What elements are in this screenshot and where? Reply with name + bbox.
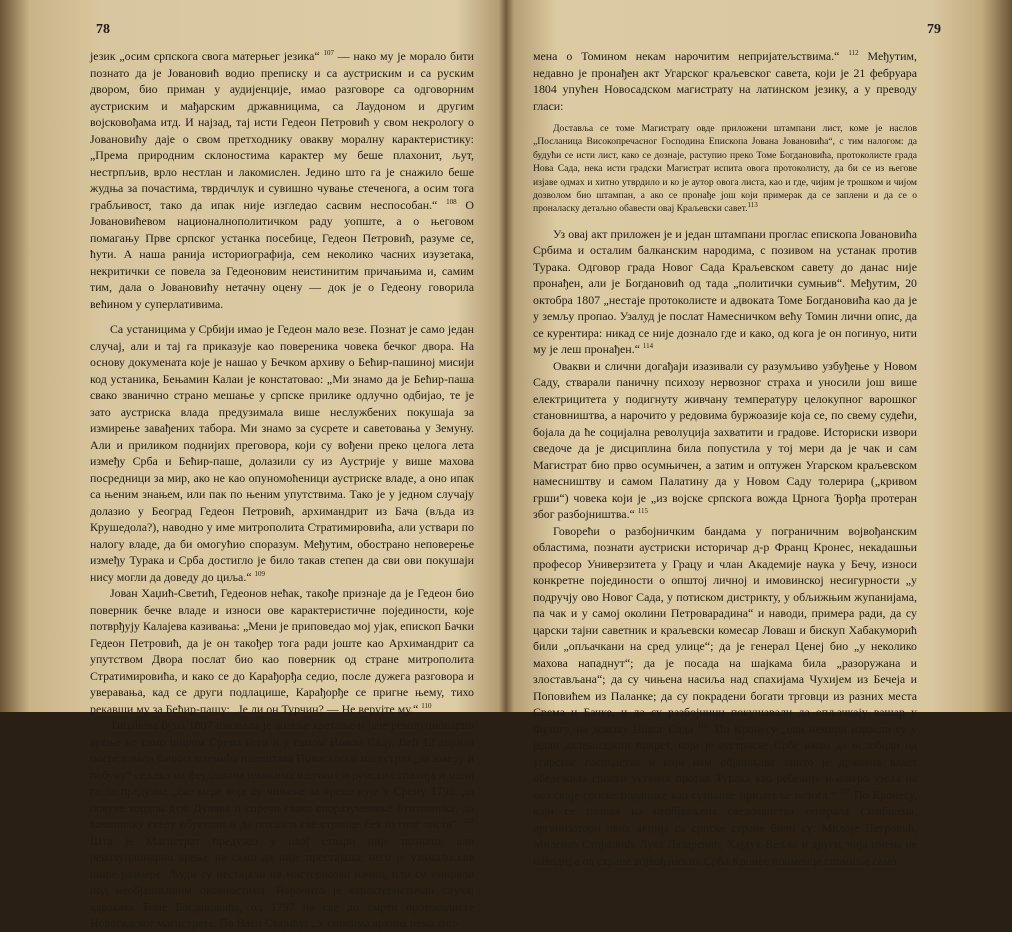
paragraph: [90, 585, 474, 717]
paragraph: [90, 48, 474, 312]
text-run: — нако му је морало бити познато да је Јовановић водио преписку и са аустриским и са руским двором, био приман у аудијенције, имао разговоре са одговорним аустриским и мађарским државницима, са Лаудоном и другим војсковођама итд. И најзад, тај исти Гедеон Петровић у свом некрологу о Јовановићу даје о свом претходнику овакву моралну карактеристику: „Према природним склоностима карактер му беше плахонит, љут, нестрпљив, врло нестлан и лакомислен. Једино што га је снажило беше жудња за почастима, тврдичлук и сувишно чување стеченога, а осим тога грабљивост, тако да ипак није изгледао сасвим неспособан.“: [90, 49, 474, 212]
text-run: језик „осим српскога свога матерњег језика“: [90, 49, 324, 63]
paragraph: [533, 358, 917, 523]
text-run: Тицанова буна 1807 изазвала је живље кретање и јаче револуционарно врење не само широм Срема него и у самом Новом Саду. Већ 12 априла посредовали бачких племића извештава Новосадски магистрат „за заверу и побуну“ сељака на феудалним имањима илочких и румских спахија и моли га да предузме „све мере које су чињене за време кује у Срему 1795: да повуче кордон дуж Дунава и спречи свако споразумевање бунтовника, да каменичку скелу обустави и да похапси све странце без путног листа“.: [90, 718, 474, 831]
left-page-text: [90, 48, 474, 932]
right-page: [507, 0, 1012, 868]
text-run: Говорећи о разбојничким бандама у пограничним војвођанским областима, познати аустриски историчар д-р Франц Кронес, некадашњи професор Универзитета у Грацу и члан Академије наука у Бечу, износи конкретне појединости о општој личној и имовинској несигурности „у подручју ово Новог Сада, у потиском дистрикту, у обљижњим жупанијама, па чак и у самој околини Петроварадина“ и наводи, примера ради, да су царски тајни саветник и краљевски комесар Ловаш и бискуп Хабакуморић били „опљачкани на сред улице“; да је генерал Ценеј био „у неколико махова нападнут“; да је посада на шајкама била „разоружана и злостављана“; да су чињена насиља над спахијама Чухијем из Бечеја и Поповићем из Паланке; да су покрадени богати трговци из разних места Срема и Бачке, и да су разбојници покушавали да опљачкају вашар у Футогу, на домаку Новог Сада: [533, 523, 917, 736]
left-page: [0, 0, 505, 930]
footnote-ref: 112: [848, 49, 859, 58]
right-page-text: [533, 48, 917, 869]
footnote-ref: 108: [446, 197, 457, 206]
footnote-ref: 117: [839, 787, 851, 796]
footnote-ref: 110: [421, 701, 432, 710]
footnote-ref: 109: [254, 569, 266, 578]
block-quote: [533, 122, 917, 216]
text-run: О Јовановићевом националнополитичком раду уопште, а о његовом помагању Прве српског устанка посебице, Гедеон Петровић, разуме се, ћути. А наша ранија историографија, сем неколико часних изузетака, некритички се повела за Гедеоновим неистинитим причањима и, самим тим, дала о Јовановићу нетачну оцену — док је о Гедеону говорила већином у суперлативима.: [90, 197, 475, 311]
text-run: По Кронесу, који се позива на необјављена сведочанства генерала Симбшена, организатори ових акција са српске стране били су: Милоје Петровић, Миленко Стојковић, Лука Лазаревић, Хајдук-Вељко и други, чија имена не наводи; а од стране војвођанских Срба Кронес поименце спомиње само: [533, 787, 917, 868]
text-run: . По Кронесу „ови немири израсли су у један далекосежни покрет, који је аустриске Србе имао да ослободи од угарског господства и који нам објашњава зашто је држвана власт обележила српски устанак против Турака као ребелију и оштро узела на око своје српске поданике као сумњиве пријатеље истога.“: [533, 721, 918, 802]
text-run: Шта је Магистрат предузео у овој ствари није познато, али револуционарно врење не само да није престајало, него је узимало све шире размере. Људи су нестајали на мистериозан начин, или су умирали под необјашњивим околностима. Нарочито је карактеристичан случај адвоката Томе Богдановића, од 1797 па све до смрти протоколисте Новосадског магистрата. По Васи Стајићу: „У списима архива нема спо-: [90, 833, 474, 930]
footnote-ref: 107: [323, 49, 334, 58]
text-run: Јован Хаџић-Светић, Гедеонов нећак, такође признаје да је Гедеон био поверник бечке владе и износи ове карактеристичне појединости, које потврђују Калајева казивања: „Мени је приповедао мој ујак, епископ Бачки Гедеон Петровић, да је он такођер тога ради јоште као Архимандрит са упутством Двора послат био као поверник од стране митрополита Стратимировића, и како се до Карађорђа седио, после дужега разговора и уверавања, кад се други подлацише, Карађорђе се пригне њему, тихо рекавши му за Бећир-пашу: „Је ли он Турчин? — Не верујте му.“: [90, 586, 474, 716]
footnote-ref: 111: [464, 817, 474, 826]
text-run: Уз овај акт приложен је и један штампани проглас епископа Јовановића Србима и осталим балканским народима, с позивом на устанак против Турака. Одговор града Новог Сада Краљевском савету до данас није пронађен, али је Богдановић од тада „политички сумњив“. Међутим, 20 октобра 1807 „нестаје протоколисте и адвоката Томе Богдановића као да је у земљу пропао. Узалуд је послат Намесничком већу Томин лични опис, да се курентира: никад се није дознало где и како, од кога је он погинуо, нити му је леш пронађен.“: [533, 226, 917, 357]
text-run: Овакви и слични догађаји изазивали су разумљиво узбуђење у Новом Саду, стварали паничну психозу нервозног страха и уносили још више електрицитета у подигнуту живчану температуру целокупног варошког становништва, а нарочито у редовима буржоазије која се, по свему судећи, бојала да ће социјална револуција захватити и градове. Историски извори сведоче да је дисциплина била попустила у тој мери да је чак и сам Магистрат био прво осумњичен, а затим и оптужен Угарском краљевском намесништву и самом Палатину да у Новом Саду толерира („кривом грши“) човека који је „из војске српскога вожда Црнога Ђорђа протеран због разбојништва.“: [533, 358, 917, 522]
paragraph: [533, 48, 917, 114]
quote-text: [533, 122, 917, 216]
footnote-ref: 113: [747, 201, 758, 210]
paragraph: [90, 717, 474, 932]
text-run: Са устаницима у Србији имао је Гедеон мало везе. Познат је само један случај, али и тај га приказује као повереника човека бечког двора. На основу докумената које је нашао у Бечком архиву о Бећир-пашиној мисији код устаника, Бењамин Калаи је констатовао: „Ми знамо да је Бећир-паша свако званично страно мешање у српске прилике одлучно одбијао, те је зато аустриска влада предузимала више неслужбених покушаја за измирење завађених табора. Ми знамо за сусрете и саветовања у Земуну. Али и приликом поднијих преговора, који су вођени преко целога лета између Срба и Бећир-паше, долазили су из Аустрије у више махова посредници за мир, ако не као опуномоћеници аустриске владе, а оно ипак са њеним знањем, или пак по њеним упутствима. Тако је у једном случају долазио у Београд Гедеон Петровић, архимандрит из Бача (вљда из Крушедола?), наводно у име митрополита Стратимировића, али уствари по налогу владе, да би омогућио споразум. Међутим, обострано неповерење између Турака и Срба достигло је било такав степен да сви ови покушаји нису могли да доведу до циља.“: [90, 322, 474, 584]
text-run: Доставља се томе Магистрату овде приложени штампани лист, коме је наслов „Посланица Високопречасног Господина Епископа Јована Јовановића“, с тим налогом: да будући се исти лист, како се дознаје, раступио преко Томе Богдановића, протоколисте града Нова Сада, нека исти градски Магистрат испита овога протоколисту, да би се из његове изјаве одмах и хитно утврдило и ко је аутор овога листа, као и где, чијим је трошком и чијом дозволом био штампан, а ако се пронађе још који примерак да се заплени и да се о проналаску детаљно обавести овај Краљевски савет.: [533, 123, 917, 215]
paragraph: [90, 321, 474, 585]
page-number-left: 78: [96, 22, 110, 37]
footnote-ref: 116: [697, 721, 708, 730]
footnote-ref: 115: [637, 507, 649, 516]
text-run: мена о Томином некам нарочитим неприjатељствима.“: [533, 49, 849, 63]
text-run: Међутим, недавно је пронађен акт Угарског краљевског савета, који је 21 фебруара 1804 упућен Новосадском магистрату на латинском језику, а у преводу гласи:: [533, 49, 917, 113]
page-number-right: 79: [927, 22, 941, 37]
footnote-ref: 114: [642, 342, 654, 351]
paragraph: [533, 523, 917, 870]
paragraph: [533, 226, 917, 358]
